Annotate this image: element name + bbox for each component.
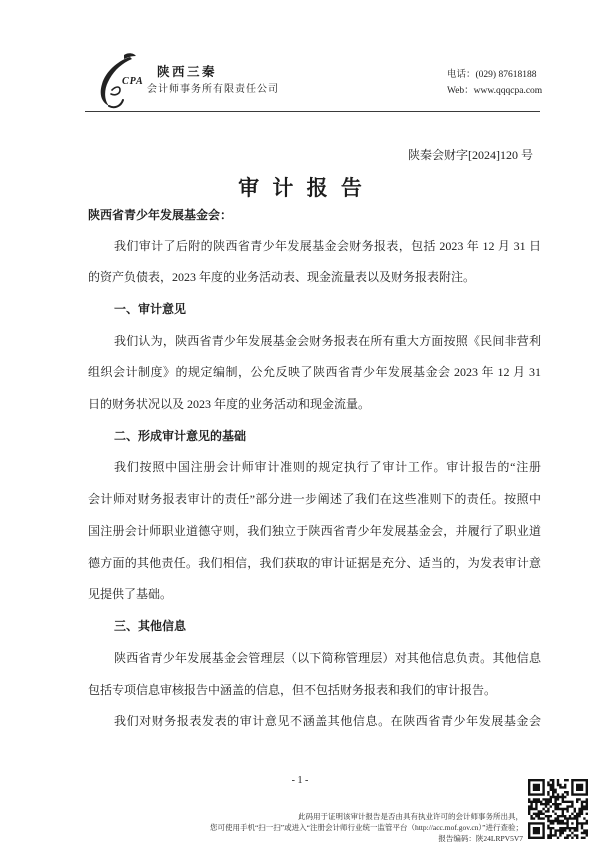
reference-number: 陕秦会财字[2024]120 号: [408, 148, 533, 162]
report-code: 报告编码：陕24LRPV5V7: [438, 834, 523, 843]
body-line: 我们对财务报表发表的审计意见不涵盖其他信息。在陕西省青少年发展基金会: [114, 714, 541, 728]
addressee: 陕西省青少年发展基金会：: [88, 208, 233, 222]
firm-name: 陕西三秦: [157, 65, 218, 79]
firm-subtitle: 会计师事务所有限责任公司: [147, 84, 279, 95]
body-line: 国注册会计师职业道德守则，我们独立于陕西省青少年发展基金会，并履行了职业道: [88, 524, 541, 538]
body-line: 包括专项信息审核报告中涵盖的信息，但不包括财务报表和我们的审计报告。: [88, 683, 497, 697]
verification-note: 您可使用手机“扫一扫”或进入“注册会计师行业统一监管平台（http://acc.mof.gov.cn）”进行查验；: [209, 823, 523, 832]
intro-line: 我们审计了后附的陕西省青少年发展基金会财务报表，包括 2023 年 12 月 31 日: [114, 239, 541, 253]
verification-note: 此码用于证明该审计报告是否由具有执业许可的会计师事务所出具，: [298, 812, 523, 821]
firm-website: Web：www.qqqcpa.com: [447, 86, 543, 96]
body-line: 会计师对财务报表审计的责任”部分进一步阐述了我们在这些准则下的责任。按照中: [88, 492, 541, 506]
header-divider: [85, 111, 540, 112]
section-heading: 一、审计意见: [114, 302, 187, 316]
page-title: 审 计 报 告: [238, 176, 366, 200]
body-line: 见提供了基础。: [88, 587, 173, 601]
intro-line: 的资产负债表，2023 年度的业务活动表、现金流量表以及财务报表附注。: [88, 270, 476, 284]
section-heading: 三、其他信息: [114, 619, 187, 633]
body-line: 我们按照中国注册会计师审计准则的规定执行了审计工作。审计报告的“注册: [114, 460, 541, 474]
section-heading: 二、形成审计意见的基础: [114, 429, 247, 443]
qr-code-icon: [528, 779, 588, 839]
body-line: 陕西省青少年发展基金会管理层（以下简称管理层）对其他信息负责。其他信息: [114, 651, 541, 665]
page-number: - 1 -: [291, 775, 309, 786]
body-line: 德方面的其他责任。我们相信，我们获取的审计证据是充分、适当的，为发表审计意: [88, 556, 541, 570]
body-line: 组织会计制度》的规定编制，公允反映了陕西省青少年发展基金会 2023 年 12 月 31: [88, 365, 541, 379]
logo-mark: CPA: [122, 76, 144, 87]
body-line: 我们认为，陕西省青少年发展基金会财务报表在所有重大方面按照《民间非营利: [114, 334, 541, 348]
firm-phone: 电话：(029) 87618188: [447, 70, 537, 80]
body-line: 日的财务状况以及 2023 年度的业务活动和现金流量。: [88, 397, 371, 411]
